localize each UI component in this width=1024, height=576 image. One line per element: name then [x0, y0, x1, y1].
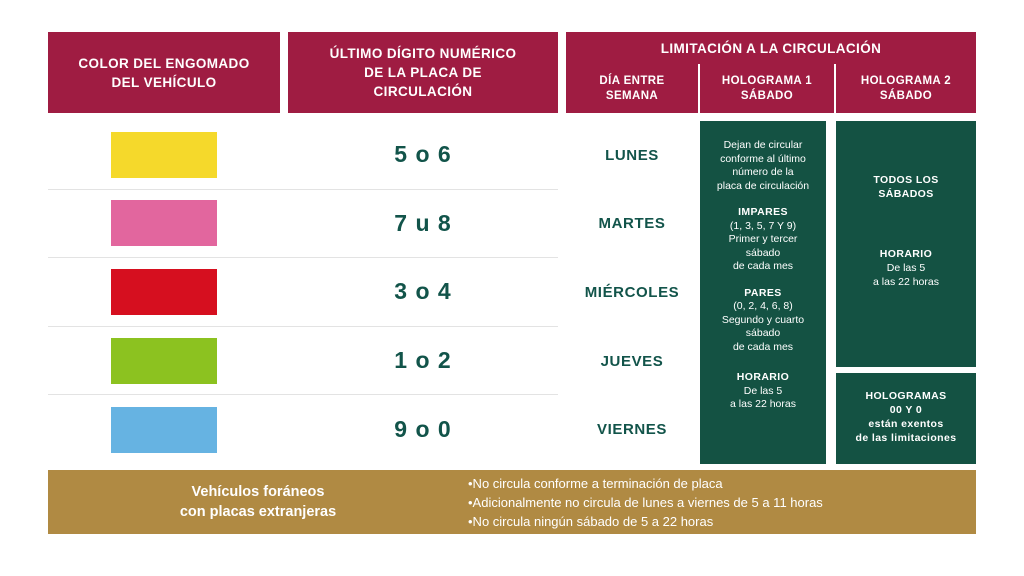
- header-subcolumn-holograma1: [700, 64, 834, 113]
- h2-exentos-line1: HOLOGRAMAS: [865, 390, 947, 402]
- panel-holograma2-exentos: [836, 373, 976, 464]
- h1-impares-line4: de cada mes: [732, 260, 794, 272]
- color-digit-rows: [48, 121, 558, 464]
- digit-value: 9 o 0: [394, 416, 452, 443]
- header-divider-1: [698, 64, 700, 113]
- header-digit-line3: CIRCULACIÓN: [373, 84, 473, 99]
- header-subcolumn-dia-semana: [566, 64, 698, 113]
- footer-title-line1: Vehículos foráneos: [191, 484, 325, 500]
- h2-spacer: [846, 201, 966, 247]
- h1-impares: [708, 206, 818, 274]
- table-row: [48, 121, 558, 190]
- header-digit-line1: ÚLTIMO DÍGITO NUMÉRICO: [329, 46, 517, 61]
- day-value: LUNES: [605, 146, 659, 164]
- h2-todos: [846, 173, 966, 201]
- table-row: [48, 395, 558, 464]
- color-swatch-amarillo: [111, 132, 217, 178]
- header-dia-line2: SEMANA: [605, 89, 659, 102]
- h1-intro: [708, 139, 818, 193]
- h1-intro-line2: conforme al último: [720, 152, 806, 165]
- swatch-cell: [48, 269, 280, 315]
- h1-pares-line1: (0, 2, 4, 6, 8): [733, 300, 793, 312]
- h1-pares-title: PARES: [744, 286, 782, 299]
- swatch-cell: [48, 407, 280, 453]
- swatch-cell: [48, 338, 280, 384]
- footer-title-line2: con placas extranjeras: [179, 504, 337, 520]
- footer-bullet: •Adicionalmente no circula de lunes a viernes de 5 a 11 horas: [468, 494, 823, 510]
- h2-exentos-line4: de las limitaciones: [855, 432, 957, 444]
- day-value: MARTES: [598, 215, 666, 233]
- header-color-column: [48, 32, 280, 113]
- h1-pares-line4: de cada mes: [732, 340, 794, 353]
- h1-horario-line2: a las 22 horas: [730, 398, 796, 410]
- header-color-line1: COLOR DEL ENGOMADO: [78, 55, 250, 71]
- header-limit-title: LIMITACIÓN A LA CIRCULACIÓN: [566, 32, 976, 64]
- h2-horario: [846, 247, 966, 289]
- digit-value: 3 o 4: [394, 278, 452, 305]
- swatch-cell: [48, 200, 280, 246]
- color-swatch-rojo: [111, 269, 217, 315]
- table-row: [48, 258, 558, 327]
- header-subcolumn-holograma2: [836, 64, 976, 113]
- footer-bullets: [468, 474, 976, 531]
- header-h2-line2: SÁBADO: [879, 89, 933, 102]
- h1-impares-line3: sábado: [745, 246, 781, 259]
- h1-horario-line1: De las 5: [743, 384, 783, 397]
- h2-horario-title: HORARIO: [879, 248, 933, 260]
- header-h1-line1: HOLOGRAMA 1: [721, 74, 813, 87]
- header-h1-line2: SÁBADO: [740, 89, 794, 102]
- header-divider-2: [834, 64, 836, 113]
- table-row: [48, 327, 558, 396]
- h2-horario-line2: a las 22 horas: [873, 276, 939, 288]
- footer-bullet: •No circula conforme a terminación de placa: [468, 475, 723, 491]
- footer-title: [48, 482, 468, 522]
- day-column: [566, 121, 698, 464]
- header-color-line2: DEL VEHÍCULO: [111, 74, 217, 90]
- h1-intro-line4: placa de circulación: [716, 179, 810, 192]
- panel-holograma1: [700, 121, 826, 464]
- digit-value: 7 u 8: [394, 209, 452, 236]
- panel-holograma2-sabados: [836, 121, 976, 367]
- h1-intro-line1: Dejan de circular: [723, 139, 803, 151]
- h2-exentos-line3: están exentos: [868, 418, 944, 430]
- h1-pares-line2: Segundo y cuarto: [721, 313, 805, 326]
- h1-pares: [708, 287, 818, 355]
- h1-pares-line3: sábado: [745, 327, 781, 339]
- table-row: [48, 190, 558, 259]
- color-swatch-azul: [111, 407, 217, 453]
- swatch-cell: [48, 132, 280, 178]
- color-swatch-rosa: [111, 200, 217, 246]
- h2-exentos-line2: 00 Y 0: [889, 404, 923, 416]
- h2-todos-line2: SÁBADOS: [878, 188, 934, 200]
- h1-horario: [708, 371, 818, 412]
- h1-intro-line3: número de la: [732, 166, 794, 178]
- h1-impares-line2: Primer y tercer: [728, 233, 798, 245]
- header-dia-line1: DÍA ENTRE: [599, 74, 665, 87]
- h1-impares-line1: (1, 3, 5, 7 Y 9): [729, 219, 797, 232]
- footer-bullet: •No circula ningún sábado de 5 a 22 horas: [468, 513, 714, 529]
- header-h2-line1: HOLOGRAMA 2: [860, 74, 952, 87]
- h1-impares-title: IMPARES: [738, 206, 788, 218]
- day-value: VIERNES: [596, 421, 668, 439]
- h2-todos-line1: TODOS LOS: [873, 174, 939, 186]
- day-value: MIÉRCOLES: [584, 283, 680, 301]
- header-digit-column: [288, 32, 558, 113]
- day-value: JUEVES: [600, 352, 664, 370]
- header-digit-line2: DE LA PLACA DE: [364, 65, 482, 80]
- h2-horario-line1: De las 5: [886, 262, 926, 274]
- h1-horario-title: HORARIO: [736, 371, 790, 383]
- digit-value: 5 o 6: [394, 141, 452, 168]
- color-swatch-verde: [111, 338, 217, 384]
- footer-foraneos: [48, 470, 976, 534]
- digit-value: 1 o 2: [394, 347, 452, 374]
